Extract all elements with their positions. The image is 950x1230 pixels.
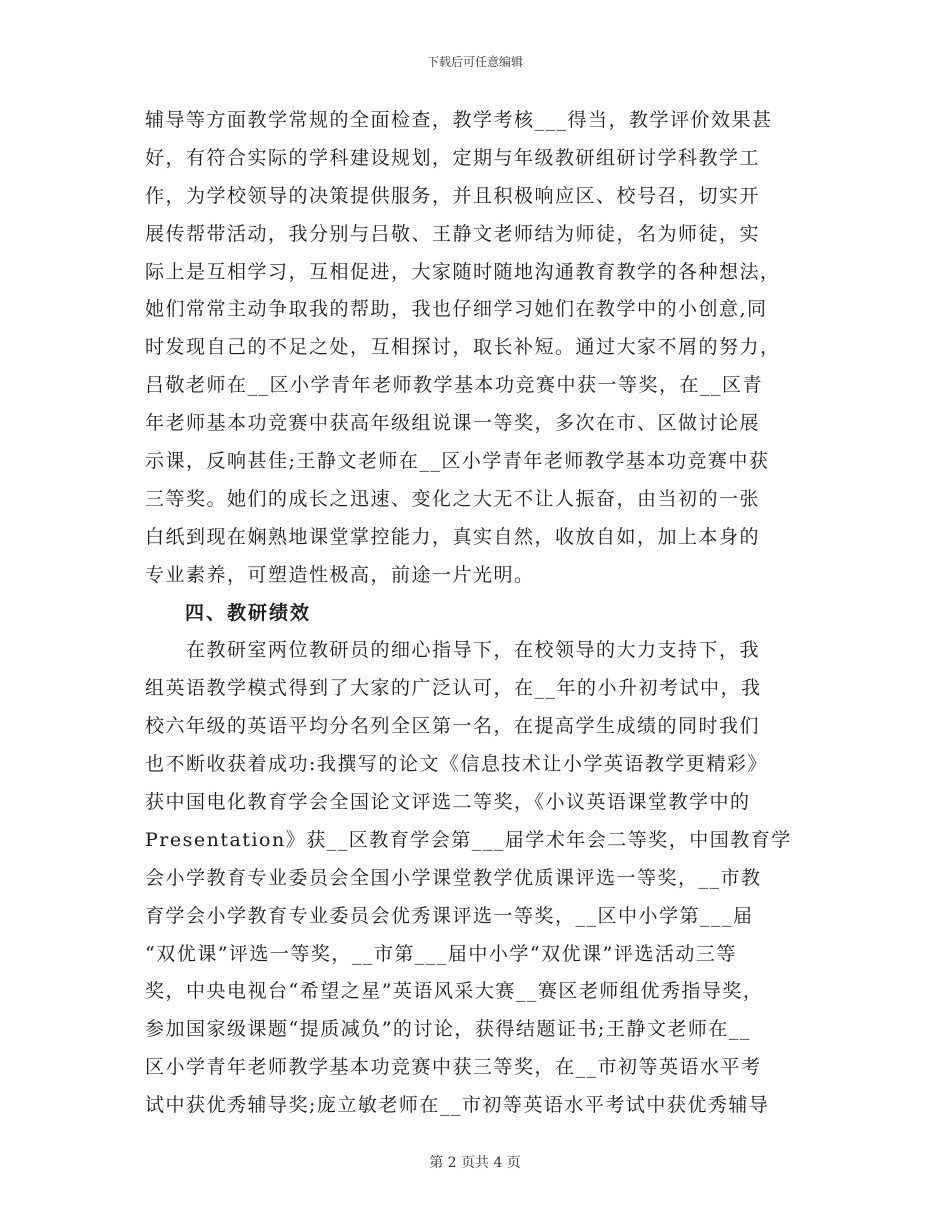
text-line: 作，为学校领导的决策提供服务，并且积极响应区、校号召，切实开: [145, 184, 761, 207]
text-line: 试中获优秀辅导奖;庞立敏老师在__市初等英语水平考试中获优秀辅导: [145, 1094, 770, 1117]
text-line: “双优课”评选一等奖，__市第___届中小学“双优课”评选活动三等: [145, 942, 737, 965]
text-line: 辅导等方面教学常规的全面检查，教学考核___得当，教学评价效果甚: [145, 109, 773, 131]
text-line: 吕敬老师在__区小学青年老师教学基本功竞赛中获一等奖，在__区青: [145, 374, 764, 397]
page-footer: 第 2 页共 4 页: [429, 1155, 521, 1171]
text-line: 在教研室两位教研员的细心指导下，在校领导的大力支持下，我: [145, 639, 761, 662]
text-line: 时发现自己的不足之处，互相探讨，取长补短。通过大家不屑的努力，: [145, 336, 781, 359]
text-line: 际上是互相学习，互相促进，大家随时随地沟通教育教学的各种想法，: [145, 260, 781, 283]
text-line: 校六年级的英语平均分名列全区第一名，在提高学生成绩的同时我们: [145, 715, 761, 738]
text-line: 好，有符合实际的学科建设规划，定期与年级教研组研讨学科教学工: [145, 146, 761, 169]
text-line: 会小学教育专业委员会全国小学课堂教学优质课评选一等奖，__市教: [145, 866, 762, 889]
text-line: 展传帮带活动，我分别与吕敬、王静文老师结为师徒，名为师徒，实: [145, 222, 761, 245]
text-line: 奖，中央电视台“希望之星”英语风采大赛__赛区老师组优秀指导奖，: [145, 980, 764, 1003]
text-line: 组英语教学模式得到了大家的广泛认可，在__年的小升初考试中，我: [145, 677, 762, 700]
text-line: 示课，反响甚佳;王静文老师在__区小学青年老师教学基本功竞赛中获: [145, 450, 770, 473]
text-line: 参加国家级课题“提质减负”的讨论，获得结题证书;王静文老师在__: [145, 1018, 751, 1041]
text-line: 白纸到现在娴熟地课堂掌控能力，真实自然，收放自如，加上本身的: [145, 525, 761, 548]
text-line: 年老师基本功竞赛中获高年级组说课一等奖，多次在市、区做讨论展: [145, 412, 761, 435]
text-line: 育学会小学教育专业委员会优秀课评选一等奖，__区中小学第___届: [145, 904, 754, 927]
section-heading: 四、教研绩效: [185, 601, 312, 624]
document-body: [145, 102, 810, 1125]
text-line: 获中国电化教育学会全国论文评选二等奖，《小议英语课堂教学中的: [145, 791, 751, 814]
text-line: 她们常常主动争取我的帮助，我也仔细学习她们在教学中的小创意,同: [145, 298, 768, 321]
page-header: 下载后可任意编辑: [426, 55, 523, 69]
text-line: Presentation》获__区教育学会第___届学术年会二等奖，中国教育学: [145, 828, 792, 851]
text-line: 三等奖。她们的成长之迅速、变化之大无不让人振奋，由当初的一张: [145, 487, 761, 510]
text-line: 也不断收获着成功:我撰写的论文《信息技术让小学英语教学更精彩》: [145, 753, 768, 776]
text-line: 区小学青年老师教学基本功竞赛中获三等奖，在__市初等英语水平考: [145, 1056, 762, 1079]
text-line: 专业素养，可塑造性极高，前途一片光明。: [145, 563, 535, 586]
